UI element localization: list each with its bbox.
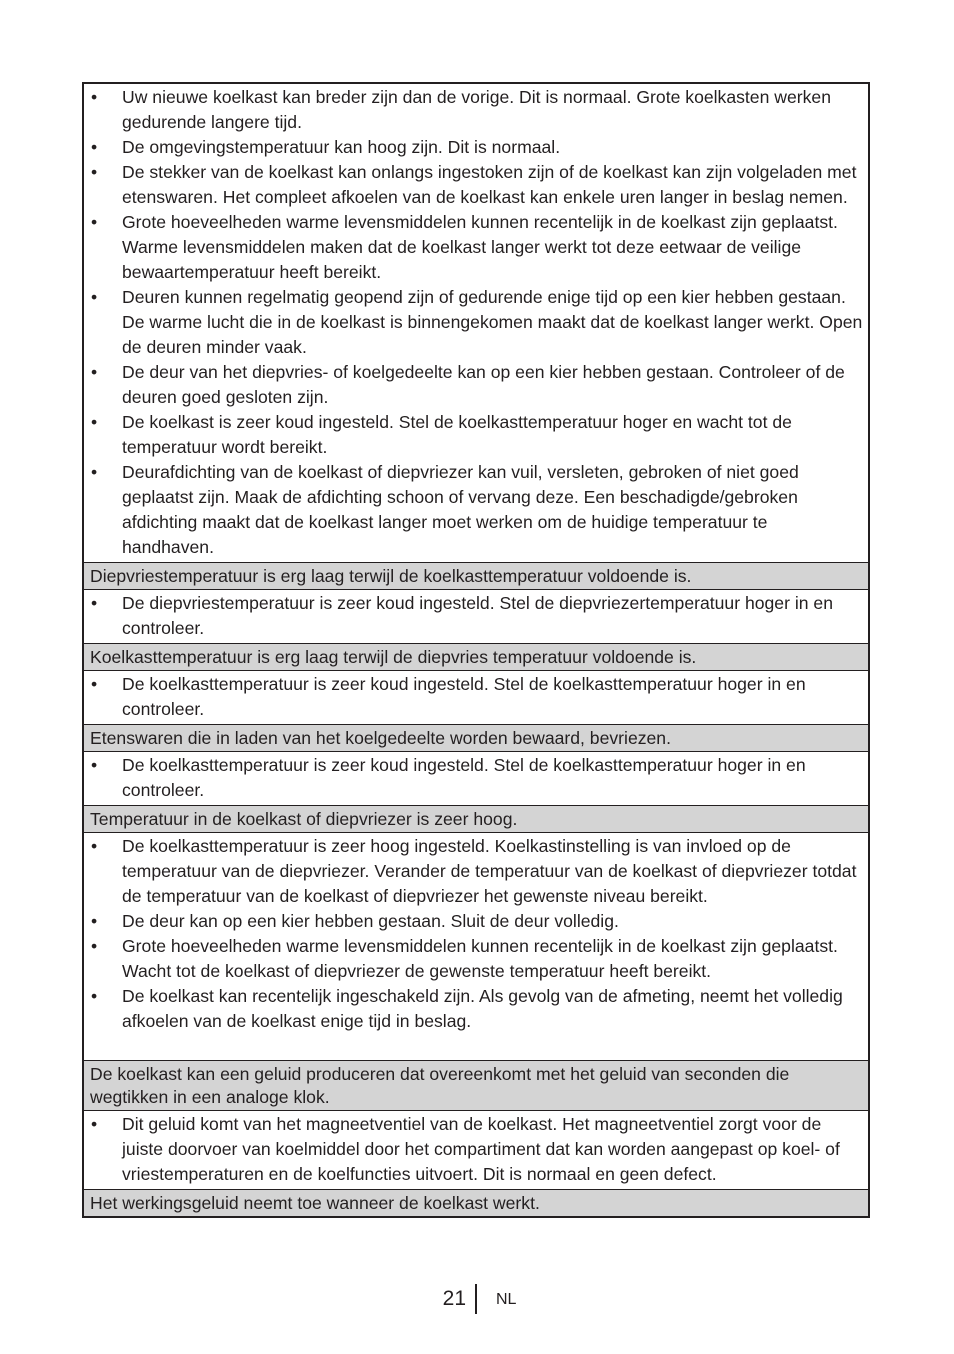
section-3 (84, 670, 868, 724)
bullet-list (84, 833, 868, 1060)
page-footer (0, 1284, 954, 1316)
bullet-item: • De koelkast is zeer koud ingesteld. Stel de koelkasttemperatuur hoger en wacht tot de temperatuur wordt bereikt. (84, 410, 864, 460)
bullet-item: • De omgevingstemperatuur kan hoog zijn. Dit is normaal. (84, 135, 864, 160)
bullet-item: • Grote hoeveelheden warme levensmiddelen kunnen recentelijk in de koelkast zijn geplaatst. Wacht tot de koelkast of diepvriezer de gewenste temperatuur heeft bereikt. (84, 934, 864, 984)
bullet-item: • Grote hoeveelheden warme levensmiddelen kunnen recentelijk in de koelkast zijn geplaatst. Warme levensmiddelen maken dat de koelkast langer werkt tot deze eetwaar de veilige bewaartemperatuur heeft bereikt. (84, 210, 864, 285)
bullet-item: • De deur kan op een kier hebben gestaan. Sluit de deur volledig. (84, 909, 864, 934)
section-4 (84, 751, 868, 805)
bullet-item: • De koelkasttemperatuur is zeer hoog ingesteld. Koelkastinstelling is van invloed op de temperatuur van de diepvriezer. Verander de temperatuur van de koelkast of diepvriezer totdat de temperatuur van de koelkast of diepvriezer het gewenste niveau bereikt. (84, 834, 864, 909)
bullet-item: • De koelkast kan recentelijk ingeschakeld zijn. Als gevolg van de afmeting, neemt het volledig afkoelen van de koelkast enige tijd in beslag. (84, 984, 864, 1034)
bullet-item: • Deuren kunnen regelmatig geopend zijn of gedurende enige tijd op een kier hebben gestaan. De warme lucht die in de koelkast is binnengekomen maakt dat de koelkast langer werkt. Open de deuren minder vaak. (84, 285, 864, 360)
bullet-item: • De koelkasttemperatuur is zeer koud ingesteld. Stel de koelkasttemperatuur hoger in en controleer. (84, 753, 864, 803)
footer-divider (475, 1284, 477, 1314)
bullet-item: • De koelkasttemperatuur is zeer koud ingesteld. Stel de koelkasttemperatuur hoger in en controleer. (84, 672, 864, 722)
section-header: Koelkasttemperatuur is erg laag terwijl de diepvries temperatuur voldoende is. (84, 643, 868, 670)
bullet-list (84, 752, 868, 805)
bullet-item: • Deurafdichting van de koelkast of diepvriezer kan vuil, versleten, gebroken of niet goed geplaatst zijn. Maak de afdichting schoon of vervang deze. Een beschadigde/gebroken afdichting maakt dat de koelkast langer moet werken om de huidige temperatuur te handhaven. (84, 460, 864, 560)
section-header: Etenswaren die in laden van het koelgedeelte worden bewaard, bevriezen. (84, 724, 868, 751)
bullet-item: • De stekker van de koelkast kan onlangs ingestoken zijn of de koelkast kan zijn volgeladen met etenswaren. Het compleet afkoelen van de koelkast kan enkele uren langer in beslag nemen. (84, 160, 864, 210)
bullet-list (84, 84, 868, 562)
bullet-item: • De diepvriestemperatuur is zeer koud ingesteld. Stel de diepvriezertemperatuur hoger in en controleer. (84, 591, 864, 641)
section-6 (84, 1110, 868, 1189)
bullet-list (84, 590, 868, 643)
section-header: Temperatuur in de koelkast of diepvriezer is zeer hoog. (84, 805, 868, 832)
bullet-list (84, 671, 868, 724)
section-header: Het werkingsgeluid neemt toe wanneer de koelkast werkt. (84, 1189, 868, 1216)
troubleshooting-table (82, 82, 870, 1218)
section-2 (84, 589, 868, 643)
bullet-item: • Dit geluid komt van het magneetventiel van de koelkast. Het magneetventiel zorgt voor de juiste doorvoer van koelmiddel door het compartiment dat kan worden aangepast op koel- of vriestemperaturen en de koelfuncties uitvoert. Dit is normaal en geen defect. (84, 1112, 864, 1187)
bullet-item: • Uw nieuwe koelkast kan breder zijn dan de vorige. Dit is normaal. Grote koelkasten werken gedurende langere tijd. (84, 85, 864, 135)
language-code: NL (496, 1291, 517, 1308)
section-1 (84, 84, 868, 562)
section-header: De koelkast kan een geluid produceren dat overeenkomt met het geluid van seconden die wegtikken in een analoge klok. (84, 1060, 868, 1110)
page-number: 21 (442, 1287, 466, 1310)
section-header: Diepvriestemperatuur is erg laag terwijl de koelkasttemperatuur voldoende is. (84, 562, 868, 589)
bullet-item: • De deur van het diepvries- of koelgedeelte kan op een kier hebben gestaan. Controleer of de deuren goed gesloten zijn. (84, 360, 864, 410)
section-5 (84, 832, 868, 1060)
bullet-list (84, 1111, 868, 1189)
